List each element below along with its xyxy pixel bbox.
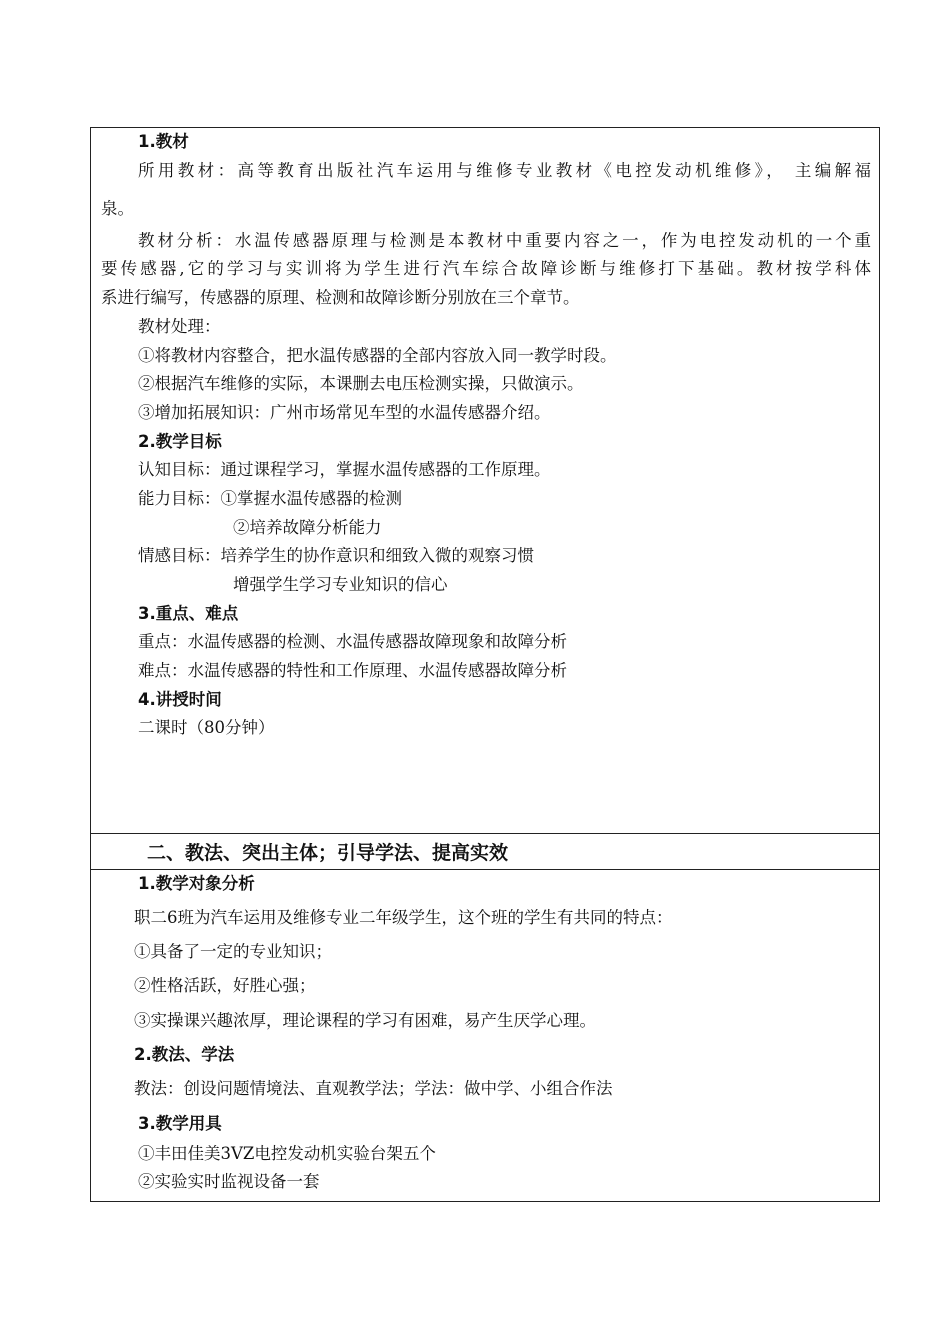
key-point: 重点：水温传感器的检测、水温传感器故障现象和故障分析 (138, 632, 567, 651)
goal-emotion-1: 情感目标：培养学生的协作意识和细致入微的观察习惯 (138, 546, 534, 565)
processing-item-2: ②根据汽车维修的实际，本课删去电压检测实操，只做演示。 (138, 374, 584, 393)
textbook-section-cell (91, 128, 879, 834)
student-trait-1: ①具备了一定的专业知识； (134, 942, 332, 961)
heading-student-analysis: 1.教学对象分析 (138, 874, 255, 893)
heading-methods: 2.教法、学法 (134, 1045, 235, 1064)
goal-ability-2: ②培养故障分析能力 (233, 518, 382, 537)
goal-cognitive: 认知目标：通过课程学习，掌握水温传感器的工作原理。 (138, 460, 551, 479)
heading-textbook: 1.教材 (138, 132, 189, 151)
heading-teaching-time: 4.讲授时间 (138, 690, 222, 709)
heading-teaching-goals: 2.教学目标 (138, 432, 222, 451)
analysis-line-2: 要传感器,它的学习与实训将为学生进行汽车综合故障诊断与维修打下基础。教材按学科体 (101, 259, 871, 278)
heading-teaching-tools: 3.教学用具 (138, 1114, 222, 1133)
teaching-method-section-cell (91, 870, 879, 1203)
teaching-tool-1: ①丰田佳美3VZ电控发动机实验台架五个 (138, 1144, 436, 1163)
processing-item-1: ①将教材内容整合，把水温传感器的全部内容放入同一教学时段。 (138, 346, 617, 365)
section-two-header-cell (91, 834, 879, 870)
textbook-line-1: 所用教材：高等教育出版社汽车运用与维修专业教材《电控发动机维修》， 主编解福 (138, 161, 871, 180)
students-intro: 职二6班为汽车运用及维修专业二年级学生，这个班的学生有共同的特点： (134, 908, 673, 927)
lesson-plan-table (90, 127, 880, 1202)
analysis-line-3: 系进行编写，传感器的原理、检测和故障诊断分别放在三个章节。 (101, 288, 580, 307)
goal-ability-1: 能力目标：①掌握水温传感器的检测 (138, 489, 402, 508)
textbook-line-2: 泉。 (101, 199, 134, 218)
processing-item-3: ③增加拓展知识：广州市场常见车型的水温传感器介绍。 (138, 403, 551, 422)
section-two-title: 二、教法、突出主体；引导学法、提高实效 (147, 842, 509, 864)
teaching-methods: 教法：创设问题情境法、直观教学法；学法：做中学、小组合作法 (134, 1079, 613, 1098)
heading-key-points: 3.重点、难点 (138, 604, 239, 623)
goal-emotion-2: 增强学生学习专业知识的信心 (233, 575, 448, 594)
processing-label: 教材处理： (138, 317, 221, 336)
teaching-time: 二课时（80分钟） (138, 718, 275, 737)
student-trait-2: ②性格活跃，好胜心强； (134, 976, 316, 995)
student-trait-3: ③实操课兴趣浓厚，理论课程的学习有困难，易产生厌学心理。 (134, 1011, 596, 1030)
difficulty: 难点：水温传感器的特性和工作原理、水温传感器故障分析 (138, 661, 567, 680)
teaching-tool-2: ②实验实时监视设备一套 (138, 1172, 320, 1191)
analysis-line-1: 教材分析：水温传感器原理与检测是本教材中重要内容之一，作为电控发动机的一个重 (138, 231, 871, 250)
